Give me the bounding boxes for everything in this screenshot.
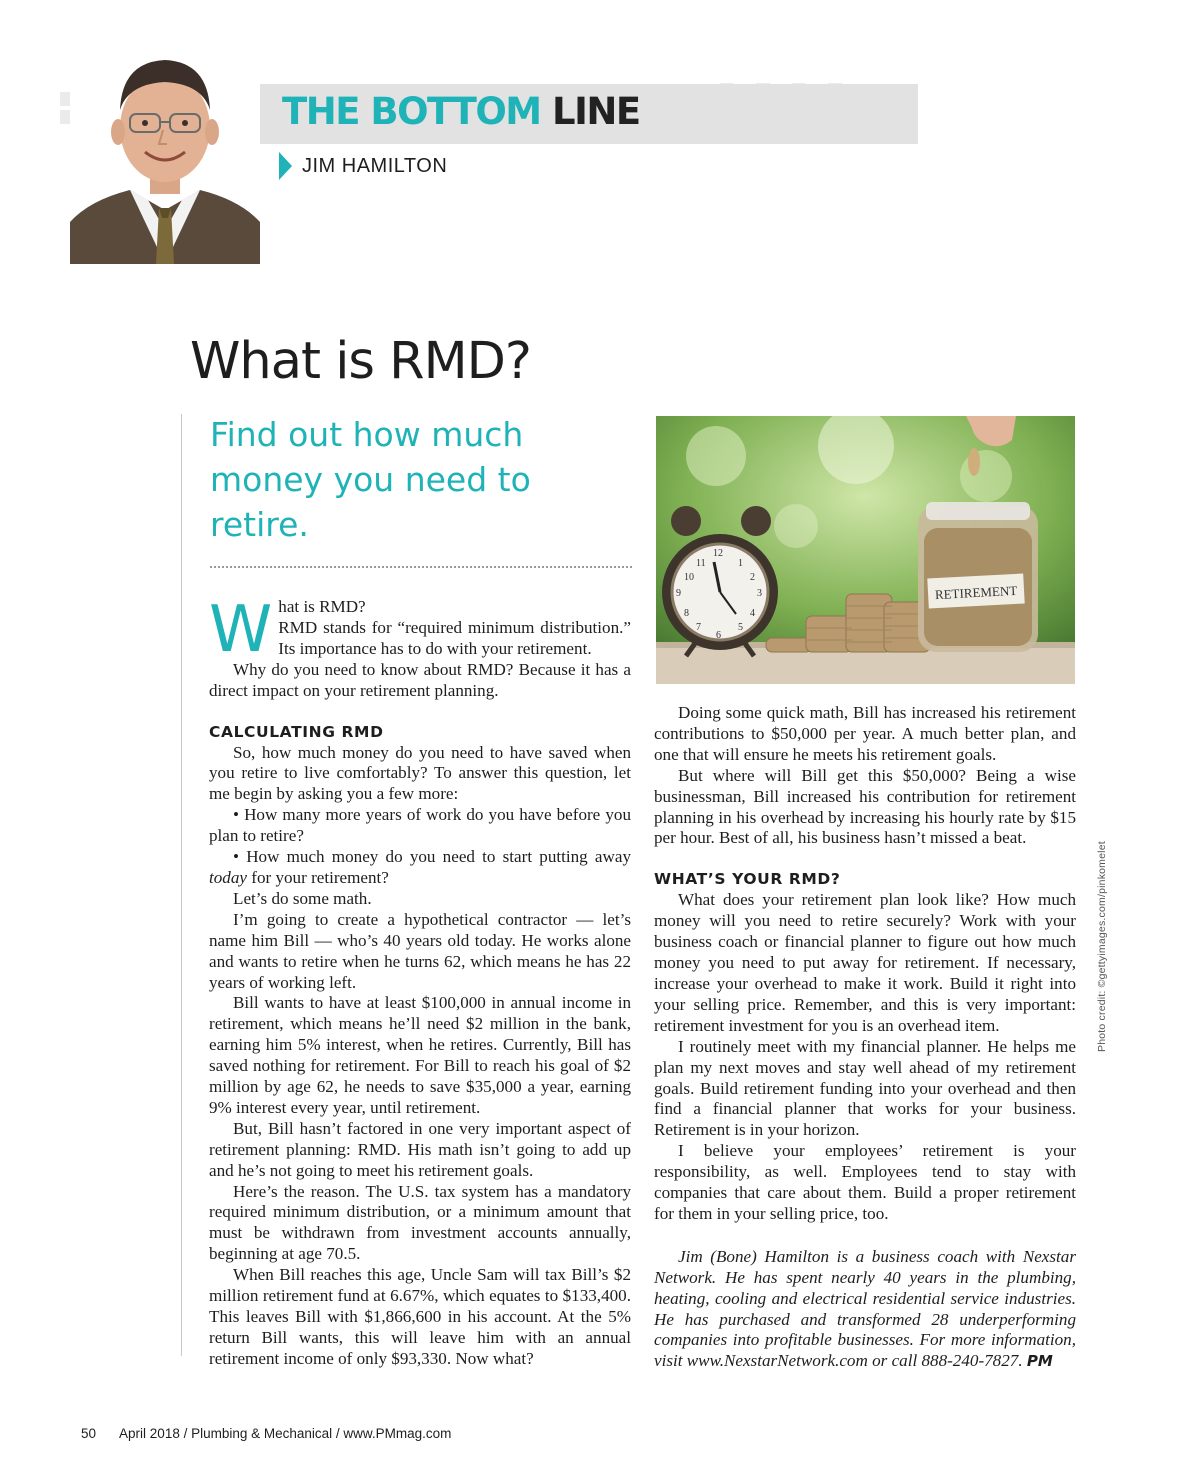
svg-text:6: 6: [716, 630, 721, 641]
right-column: [654, 703, 1076, 1372]
article-headline: What is RMD?: [190, 332, 531, 391]
intro-question: hat is RMD?: [278, 597, 366, 616]
jar-label: RETIREMENT: [934, 582, 1018, 603]
footer-publication: April 2018 / Plumbing & Mechanical / www.PMmag.com: [119, 1426, 452, 1441]
retirement-savings-photo: [656, 416, 1075, 684]
body-paragraph: But where will Bill get this $50,000? Being a wise businessman, Bill increased his contribution for retirement planning in his overhead by increasing his hourly rate by $15 per hour. Best of all, his business hasn’t missed a beat.: [654, 765, 1076, 848]
section-heading: WHAT’S YOUR RMD?: [654, 870, 841, 889]
author-byline: JIM HAMILTON: [302, 155, 448, 177]
body-paragraph: Doing some quick math, Bill has increased his retirement contributions to $50,000 per year. A much better plan, and one that will ensure he meets his retirement goals.: [654, 703, 1076, 764]
body-paragraph: I’m going to create a hypothetical contractor — let’s name him Bill — who’s 40 years old today. He works alone and wants to retire when he turns 62, which means he has 22 years of working left.: [209, 909, 631, 992]
left-column: [209, 593, 631, 1370]
column-title-accent: THE BOTTOM: [282, 90, 541, 133]
author-portrait: [70, 40, 260, 264]
dotted-divider: [210, 566, 632, 568]
column-title: [282, 88, 640, 136]
body-paragraph: When Bill reaches this age, Uncle Sam will tax Bill’s $2 million retirement fund at 6.67%, which equates to $133,400. This leaves Bill with $1,866,600 in his account. At the 5% return Bill wants, this will leave him with an annual retirement income of only $93,330. Now what?: [209, 1265, 631, 1368]
body-paragraph: So, how much money do you need to have saved when you retire to live comfortably? To answer this question, let me begin by asking you a few more:: [209, 742, 631, 804]
column-title-dark: LINE: [552, 90, 640, 133]
body-paragraph: Here’s the reason. The U.S. tax system has a mandatory required minimum distribution, or a minimum amount that must be withdrawn from investment accounts annually, beginning at age 70.5.: [209, 1181, 631, 1264]
svg-text:5: 5: [738, 622, 743, 633]
author-bio-text: Jim (Bone) Hamilton is a business coach with Nexstar Network. He has spent nearly 40 years in the plumbing, heating, cooling and electrical residential service industries. He has purchased and transformed 28 underperforming companies into profitable businesses. For more information, visit www.NexstarNetwork.com or call 888-240-7827.: [654, 1246, 1076, 1371]
intro-paragraph: RMD stands for “required minimum distribution.” Its importance has to do with your retirement.: [278, 617, 631, 658]
bullet-text: • How much money do you need to start putting away: [233, 847, 631, 867]
bullet-item: • How many more years of work do you have before you plan to retire?: [209, 805, 631, 846]
svg-text:8: 8: [684, 608, 689, 619]
svg-text:2: 2: [750, 572, 755, 583]
svg-text:7: 7: [696, 622, 701, 633]
section-heading: CALCULATING RMD: [209, 722, 384, 741]
author-bio: [654, 1247, 1076, 1372]
drop-cap: W: [209, 593, 273, 667]
end-mark: PM: [1026, 1352, 1053, 1371]
bullet-emphasis: today: [209, 867, 247, 887]
svg-text:12: 12: [713, 548, 723, 559]
author-arrow-icon: [279, 152, 292, 180]
svg-text:3: 3: [757, 588, 762, 599]
page-footer: [81, 1426, 451, 1441]
bullet-text: for your retirement?: [246, 867, 389, 887]
page-number: 50: [81, 1426, 97, 1441]
photo-credit: Photo credit: ©gettyimages.com/pinkomelet: [1096, 841, 1108, 1052]
body-paragraph: What does your retirement plan look like? How much money will you need to retire securely? Work with your business coach or financial planner to figure out how much money you need to put away for retirement. If necessary, increase your overhead to make it work. Build it right into your selling price. Remember, and this is very important: retirement investment for you is an overhead item.: [654, 890, 1076, 1035]
left-vertical-rule: [181, 414, 182, 1356]
svg-text:11: 11: [696, 558, 706, 569]
svg-text:10: 10: [684, 572, 694, 583]
svg-text:4: 4: [750, 608, 755, 619]
svg-text:1: 1: [738, 558, 743, 569]
svg-text:9: 9: [676, 588, 681, 599]
body-paragraph: Why do you need to know about RMD? Because it has a direct impact on your retirement planning.: [209, 659, 631, 700]
body-paragraph: I routinely meet with my financial planner. He helps me plan my next moves and stay well ahead of my retirement goals. Build retirement funding into your overhead and then find a financial planner that works for your business. Retirement is in your horizon.: [654, 1036, 1076, 1140]
body-paragraph: I believe your employees’ retirement is your responsibility, as well. Employees tend to stay with companies that care about them. Build a proper retirement for them in your selling price, too.: [654, 1141, 1076, 1223]
body-paragraph: Bill wants to have at least $100,000 in annual income in retirement, which means he’ll need $2 million in the bank, earning him 5% interest, when he retires. Currently, Bill has saved nothing for retirement. For Bill to reach his goal of $2 million by age 62, he needs to save $35,000 a year, earning 9% interest every year, until retirement.: [209, 993, 631, 1117]
article-deck: Find out how much money you need to retire.: [210, 415, 531, 544]
bullet-item: [209, 847, 631, 889]
body-paragraph: Let’s do some math.: [233, 888, 372, 908]
body-paragraph: But, Bill hasn’t factored in one very important aspect of retirement planning: RMD. His math isn’t going to add up and he’s not going to meet his retirement goals.: [209, 1118, 631, 1180]
